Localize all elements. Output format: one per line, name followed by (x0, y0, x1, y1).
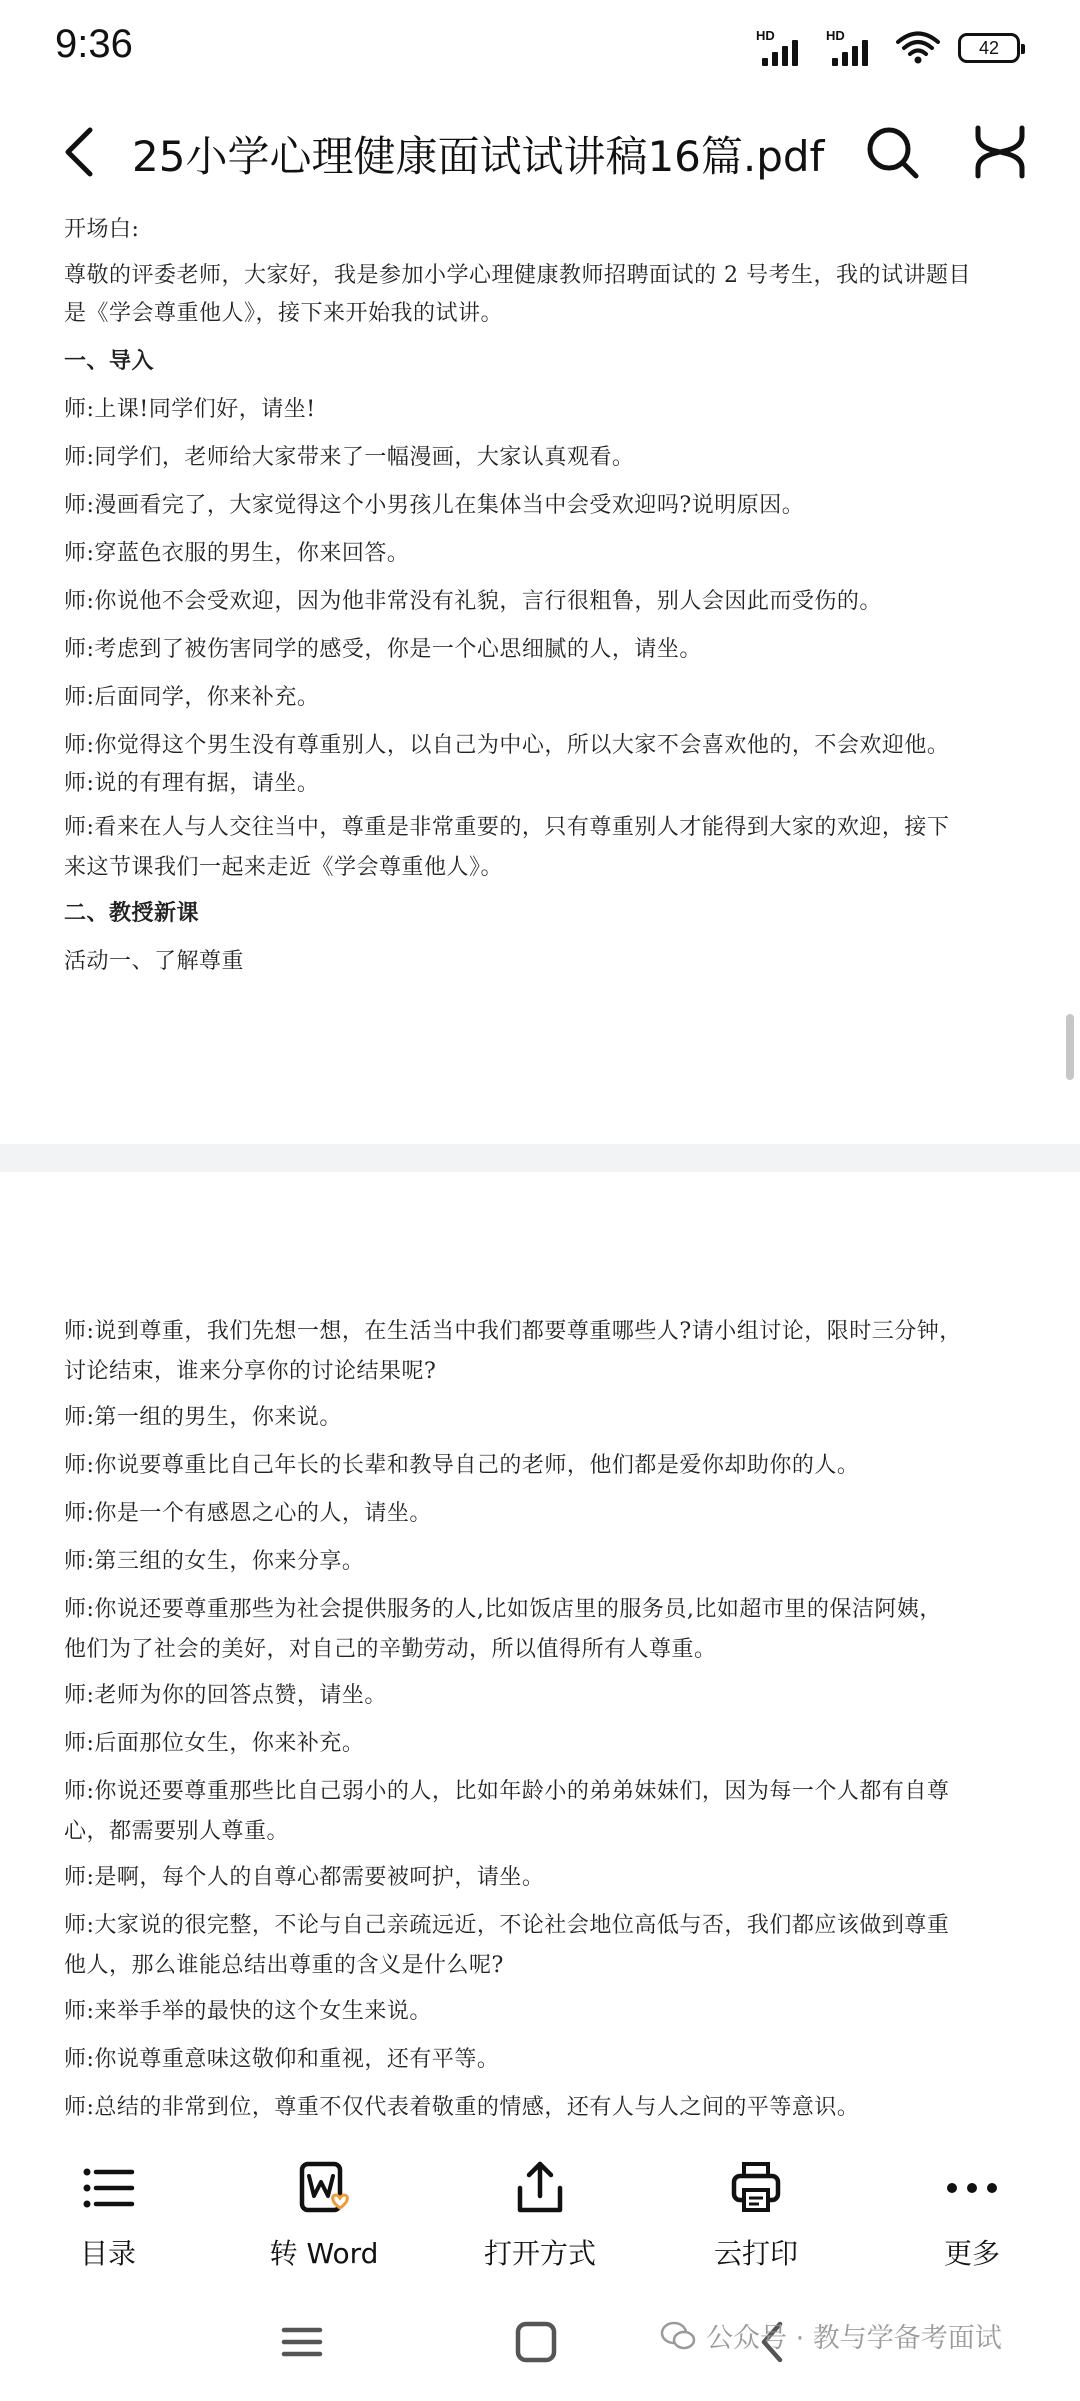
hd-label: HD (826, 28, 845, 43)
text-line: 讨论结束，谁来分享你的讨论结果呢? (64, 1359, 437, 1384)
cloud-print-button[interactable] (656, 2158, 856, 2272)
home-icon (506, 2312, 566, 2372)
text-line: 师:考虑到了被伤害同学的感受，你是一个心思细腻的人，请坐。 (64, 637, 702, 662)
wechat-icon (660, 2320, 696, 2352)
text-line: 开场白: (64, 217, 140, 242)
more-button[interactable] (872, 2158, 1072, 2272)
text-line: 师:你是一个有感恩之心的人，请坐。 (64, 1501, 432, 1526)
text-line: 师:老师为你的回答点赞，请坐。 (64, 1683, 387, 1708)
more-icon (942, 2158, 1002, 2218)
pdf-page (0, 1172, 1080, 2140)
text-line: 师:看来在人与人交往当中，尊重是非常重要的，只有尊重别人才能得到大家的欢迎，接下 (64, 815, 950, 840)
hd-label: HD (756, 28, 775, 43)
text-line: 师:来举手举的最快的这个女生来说。 (64, 1999, 432, 2024)
document-title: 25小学心理健康面试试讲稿16篇.pdf (132, 132, 825, 181)
watermark-text: 公众号 · 教与学备考面试 (706, 2323, 1002, 2354)
bottom-toolbar (0, 2140, 1080, 2290)
text-line: 师:你说尊重意味这敬仰和重视，还有平等。 (64, 2047, 500, 2072)
search-button[interactable] (862, 122, 922, 182)
section-heading: 一、导入 (64, 348, 155, 374)
text-line: 师:后面那位女生，你来补充。 (64, 1731, 365, 1756)
back-button[interactable] (52, 122, 112, 182)
text-line: 师:你说还要尊重那些为社会提供服务的人,比如饭店里的服务员,比如超市里的保洁阿姨， (64, 1597, 942, 1622)
text-line: 师:说的有理有据，请坐。 (64, 771, 320, 796)
toolbar-label: 转 Word (269, 2237, 379, 2270)
text-line: 师:你说他不会受欢迎，因为他非常没有礼貌，言行很粗鲁，别人会因此而受伤的。 (64, 589, 882, 614)
toolbar-label: 目录 (79, 2237, 136, 2270)
text-line: 师:说到尊重，我们先想一想，在生活当中我们都要尊重哪些人?请小组讨论，限时三分钟， (64, 1319, 962, 1344)
menu-icon (272, 2312, 332, 2372)
toolbar-label: 云打印 (713, 2237, 798, 2270)
convert-to-word-button[interactable] (224, 2158, 424, 2272)
cellular-signal-icon (826, 28, 878, 68)
text-line: 师:是啊，每个人的自尊心都需要被呵护，请坐。 (64, 1865, 545, 1890)
toolbar-label: 更多 (943, 2237, 1000, 2270)
printer-icon (726, 2158, 786, 2218)
status-icons (756, 28, 1020, 68)
text-line: 尊敬的评委老师，大家好，我是参加小学心理健康教师招聘面试的 2 号考生，我的试讲题目 (64, 263, 971, 288)
recent-apps-button[interactable] (272, 2312, 332, 2372)
home-button[interactable] (506, 2312, 566, 2372)
toolbar-label: 打开方式 (483, 2237, 596, 2270)
text-line: 来这节课我们一起来走近《学会尊重他人》。 (64, 855, 504, 880)
watermark (660, 2316, 1002, 2355)
back-arrow-icon (52, 122, 112, 182)
open-with-button[interactable] (440, 2158, 640, 2272)
text-line: 师:你觉得这个男生没有尊重别人，以自己为中心，所以大家不会喜欢他的，不会欢迎他。 (64, 733, 950, 758)
text-line: 师:漫画看完了，大家觉得这个小男孩儿在集体当中会受欢迎吗?说明原因。 (64, 493, 805, 518)
cellular-signal-icon (756, 28, 808, 68)
text-line: 师:第一组的男生，你来说。 (64, 1405, 342, 1430)
text-line: 活动一、了解尊重 (64, 949, 245, 974)
text-line: 他人，那么谁能总结出尊重的含义是什么呢? (64, 1953, 504, 1978)
text-line: 心，都需要别人尊重。 (64, 1819, 290, 1844)
pdf-page (0, 204, 1080, 1144)
text-line: 是《学会尊重他人》，接下来开始我的试讲。 (64, 301, 504, 326)
text-line: 师:总结的非常到位，尊重不仅代表着敬重的情感，还有人与人之间的平等意识。 (64, 2095, 860, 2120)
close-icon (970, 122, 1030, 182)
share-icon (510, 2158, 570, 2218)
text-line: 师:穿蓝色衣服的男生，你来回答。 (64, 541, 410, 566)
exit-viewer-button[interactable] (970, 122, 1030, 182)
page-divider (0, 1144, 1080, 1172)
table-of-contents-button[interactable] (8, 2158, 208, 2272)
text-line: 师:大家说的很完整，不论与自己亲疏远近，不论社会地位高低与否，我们都应该做到尊重 (64, 1913, 950, 1938)
status-time: 9:36 (55, 22, 133, 66)
search-icon (862, 122, 922, 182)
section-heading: 二、教授新课 (64, 900, 200, 926)
word-convert-icon (294, 2158, 354, 2218)
wifi-icon (896, 31, 940, 65)
text-line: 师:你说还要尊重那些比自己弱小的人，比如年龄小的弟弟妹妹们，因为每一个人都有自尊 (64, 1779, 950, 1804)
text-line: 师:同学们，老师给大家带来了一幅漫画，大家认真观看。 (64, 445, 635, 470)
text-line: 师:上课!同学们好，请坐! (64, 397, 316, 422)
list-icon (78, 2158, 138, 2218)
text-line: 师:后面同学，你来补充。 (64, 685, 320, 710)
status-bar (0, 0, 1080, 100)
title-bar (0, 100, 1080, 204)
text-line: 他们为了社会的美好，对自己的辛勤劳动，所以值得所有人尊重。 (64, 1637, 717, 1662)
battery-icon: 42 (958, 33, 1020, 63)
text-line: 师:你说要尊重比自己年长的长辈和教导自己的老师，他们都是爱你却助你的人。 (64, 1453, 860, 1478)
scrollbar-thumb[interactable] (1066, 1014, 1074, 1080)
text-line: 师:第三组的女生，你来分享。 (64, 1549, 365, 1574)
pdf-viewer[interactable] (0, 204, 1080, 2140)
